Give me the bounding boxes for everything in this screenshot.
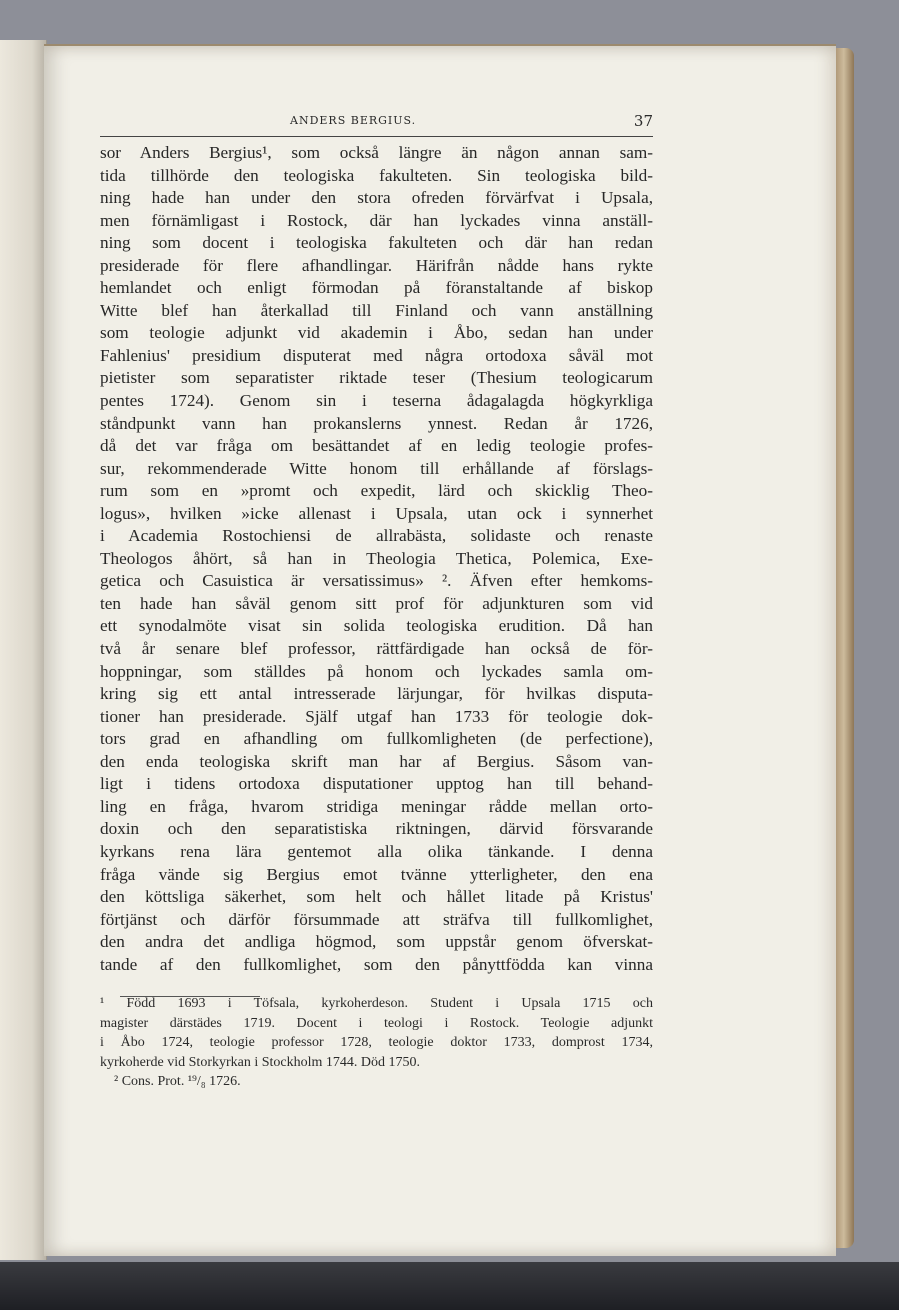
text-line: den köttsliga säkerhet, som helt och hållet litade på Kristus': [100, 887, 653, 907]
text-line: sor Anders Bergius¹, som också längre än någon annan sam-: [100, 143, 653, 162]
text-line: rum som en »promt och expedit, lärd och skicklig Theo-: [100, 481, 653, 501]
text-line: hemlandet och enligt förmodan på föranstaltande af biskop: [100, 278, 653, 298]
book-shadow: [0, 1262, 899, 1310]
text-line: hoppningar, som ställdes på honom och lyckades samla om-: [100, 661, 653, 681]
text-line: logus», hvilken »icke allenast i Upsala, utan ock i synnerhet: [100, 503, 653, 523]
text-line: pietister som separatister riktade teser (Thesium teologicarum: [100, 368, 653, 388]
text-line: som teologie adjunkt vid akademin i Åbo, sedan han under: [100, 323, 653, 343]
text-line: den enda teologiska skrift man har af Bergius. Såsom van-: [100, 751, 653, 771]
text-line: doxin och den separatistiska riktningen, därvid försvarande: [100, 819, 653, 839]
footnote-line: ¹ Född 1693 i Töfsala, kyrkoherdeson. Student i Upsala 1715 och: [100, 996, 653, 1011]
text-line: ligt i tidens ortodoxa disputationer upptog han till behand-: [100, 774, 653, 794]
footnote-line: i Åbo 1724, teologie professor 1728, teologie doktor 1733, domprost 1734,: [100, 1035, 653, 1051]
footnote-line: magister därstädes 1719. Docent i teologi i Rostock. Teologie adjunkt: [100, 1015, 653, 1031]
text-line: sur, rekommenderade Witte honom till erhållande af förslags-: [100, 458, 653, 478]
text-line: Theologos åhört, så han in Theologia Thetica, Polemica, Exe-: [100, 548, 653, 568]
page-header: [100, 112, 653, 137]
text-line: ling en fråga, hvarom stridiga meningar rådde mellan orto-: [100, 796, 653, 816]
footnotes: [100, 994, 653, 1092]
text-line: pentes 1724). Genom sin i teserna ådagalagda högkyrkliga: [100, 391, 653, 411]
text-line: två år senare blef professor, rättfärdigade han också de för-: [100, 639, 653, 659]
text-line: då det var fråga om besättandet af en ledig teologie profes-: [100, 436, 653, 456]
text-line: ning som docent i teologiska fakulteten och där han redan: [100, 233, 653, 253]
running-head: ANDERS BERGIUS.: [290, 114, 417, 127]
text-line: ett synodalmöte visat sin solida teologiska erudition. Då han: [100, 616, 653, 636]
text-line: getica och Casuistica är versatissimus» ². Äfven efter hemkoms-: [100, 571, 653, 591]
text-line: presiderade för flere afhandlingar. Härifrån nådde hans rykte: [100, 255, 653, 275]
text-line: tida tillhörde den teologiska fakulteten. Sin teologiska bild-: [100, 165, 653, 185]
text-line: förtjänst och därför försummade att sträfva till fullkomlighet,: [100, 909, 653, 929]
text-line: fråga vände sig Bergius emot tvänne ytterligheter, den ena: [100, 864, 653, 884]
text-line: ten hade han såväl genom sitt prof för adjunkturen som vid: [100, 593, 653, 613]
text-line: Witte blef han återkallad till Finland och vann anställning: [100, 300, 653, 320]
page-number: 37: [633, 112, 653, 130]
text-line: kyrkans rena lära gentemot alla olika tänkande. I denna: [100, 841, 653, 861]
body-text: [100, 142, 653, 976]
text-line: ståndpunkt vann han prokanslerns ynnest. Redan år 1726,: [100, 413, 653, 433]
text-line: i Academia Rostochiensi de allrabästa, solidaste och renaste: [100, 526, 653, 546]
left-page-edge: [0, 40, 47, 1260]
footnote-line: ² Cons. Prot. ¹⁹/₈ 1726.: [114, 1074, 241, 1090]
text-line: kring sig ett antal intresserade lärjungar, för hvilkas disputa-: [100, 684, 653, 704]
text-line: den andra det andliga högmod, som uppstår genom öfverskat-: [100, 932, 653, 952]
footnote-line: kyrkoherde vid Storkyrkan i Stockholm 1744. Död 1750.: [100, 1054, 421, 1070]
text-line: tioner han presiderade. Själf utgaf han 1733 för teologie dok-: [100, 706, 653, 726]
text-line: Fahlenius' presidium disputerat med några ortodoxa såväl mot: [100, 345, 653, 365]
text-line: ning hade han under den stora ofreden förvärfvat i Upsala,: [100, 188, 653, 208]
text-line: men förnämligast i Rostock, där han lyckades vinna anställ-: [100, 210, 653, 230]
text-line: tors grad en afhandling om fullkomligheten (de perfectione),: [100, 729, 653, 749]
text-line: tande af den fullkomlighet, som den pånyttfödda kan vinna: [100, 954, 653, 974]
